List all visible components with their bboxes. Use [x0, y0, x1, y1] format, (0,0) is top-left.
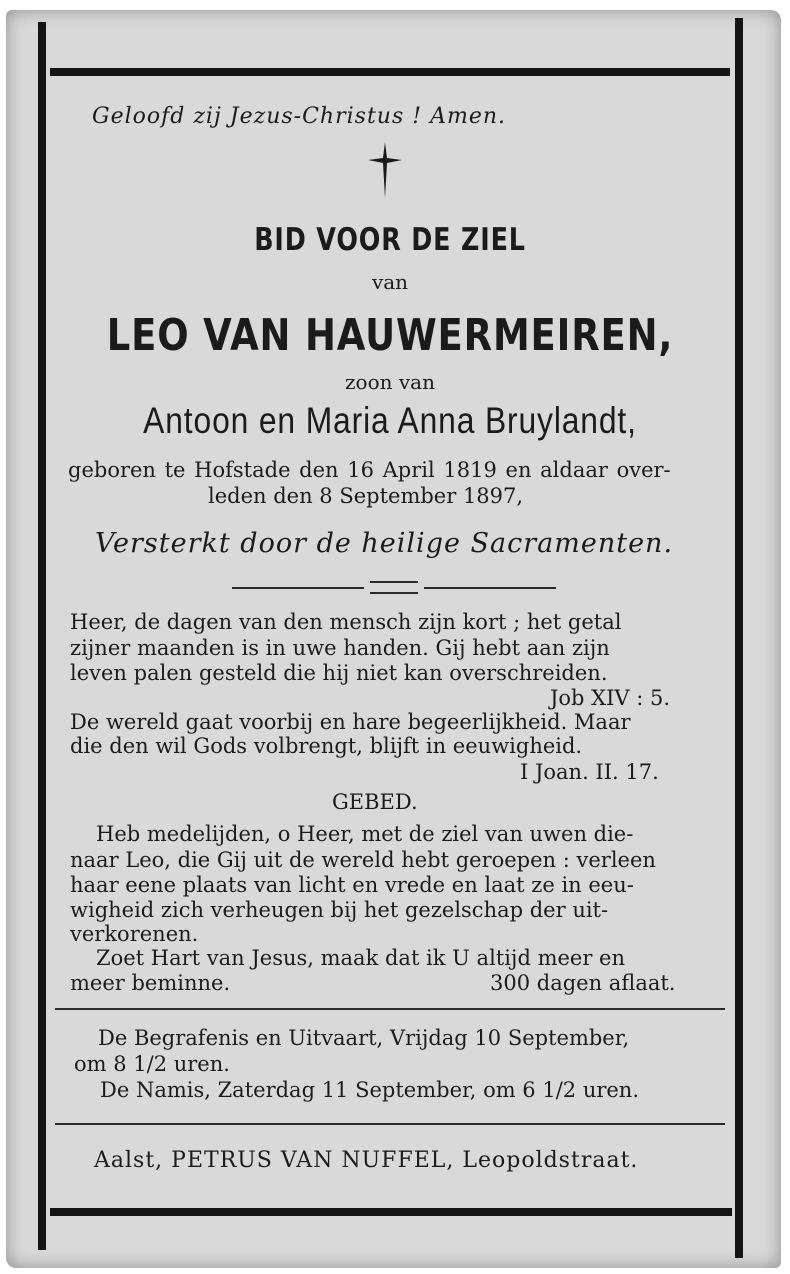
- funeral-line-1: De Begrafenis en Uitvaart, Vrijdag 10 September,: [98, 1026, 630, 1050]
- frame-bottom-border: [50, 1208, 732, 1216]
- ornament-divider-center-bottom: [370, 592, 418, 594]
- joan-line-2: die den wil Gods volbrengt, blijft in eeuwigheid.: [70, 734, 583, 758]
- zoon-van-label: zoon van: [345, 370, 435, 394]
- ornament-divider-right: [424, 587, 556, 589]
- prayer-title: GEBED.: [332, 790, 418, 814]
- prayer-line-6: Zoet Hart van Jesus, maak dat ik U altijd meer en: [96, 946, 625, 970]
- separator-printer: [55, 1123, 725, 1125]
- cross-icon: [368, 142, 402, 198]
- prayer-line-5: verkorenen.: [70, 922, 199, 946]
- frame-left-border: [38, 22, 46, 1250]
- funeral-line-3: De Namis, Zaterdag 11 September, om 6 1/2 uren.: [100, 1078, 640, 1102]
- ornament-divider-center-top: [370, 581, 418, 583]
- parents-names: Antoon en Maria Anna Bruylandt,: [143, 400, 637, 441]
- ornament-divider-left: [232, 587, 364, 589]
- birth-line-1: geboren te Hofstade den 16 April 1819 en aldaar over-: [68, 458, 671, 482]
- van-label: van: [371, 270, 409, 294]
- birth-line-2: leden den 8 September 1897,: [208, 484, 524, 508]
- invocation: Geloofd zij Jezus-Christus ! Amen.: [92, 104, 507, 129]
- job-line-1: Heer, de dagen van den mensch zijn kort ; het getal: [70, 610, 622, 634]
- job-line-3: leven palen gesteld die hij niet kan overschreiden.: [70, 661, 608, 685]
- frame-top-border: [50, 68, 730, 76]
- prayer-line-3: haar eene plaats van licht en vrede en laat ze in eeu-: [70, 873, 634, 897]
- separator-funeral: [55, 1008, 725, 1010]
- frame-right-border: [735, 18, 743, 1258]
- indulgence-note: 300 dagen aflaat.: [490, 971, 676, 995]
- job-reference: Job XIV : 5.: [550, 686, 671, 710]
- prayer-last-line: meer beminne.: [70, 971, 231, 995]
- printer-line: Aalst, PETRUS VAN NUFFEL, Leopoldstraat.: [94, 1148, 639, 1173]
- joan-line-1: De wereld gaat voorbij en hare begeerlijkheid. Maar: [70, 710, 631, 734]
- prayer-line-4: wigheid zich verheugen bij het gezelschap der uit-: [70, 898, 609, 922]
- prayer-line-1: Heb medelijden, o Heer, met de ziel van uwen die-: [96, 822, 634, 846]
- funeral-line-2: om 8 1/2 uren.: [74, 1052, 230, 1076]
- heading: BID VOOR DE ZIEL: [254, 222, 526, 258]
- job-line-2: zijner maanden is in uwe handen. Gij hebt aan zijn: [70, 636, 610, 660]
- prayer-line-2: naar Leo, die Gij uit de wereld hebt geroepen : verleen: [70, 848, 656, 872]
- joan-reference: I Joan. II. 17.: [520, 760, 659, 784]
- deceased-name: LEO VAN HAUWERMEIREN,: [106, 310, 674, 361]
- sacraments-line: Versterkt door de heilige Sacramenten.: [95, 528, 674, 559]
